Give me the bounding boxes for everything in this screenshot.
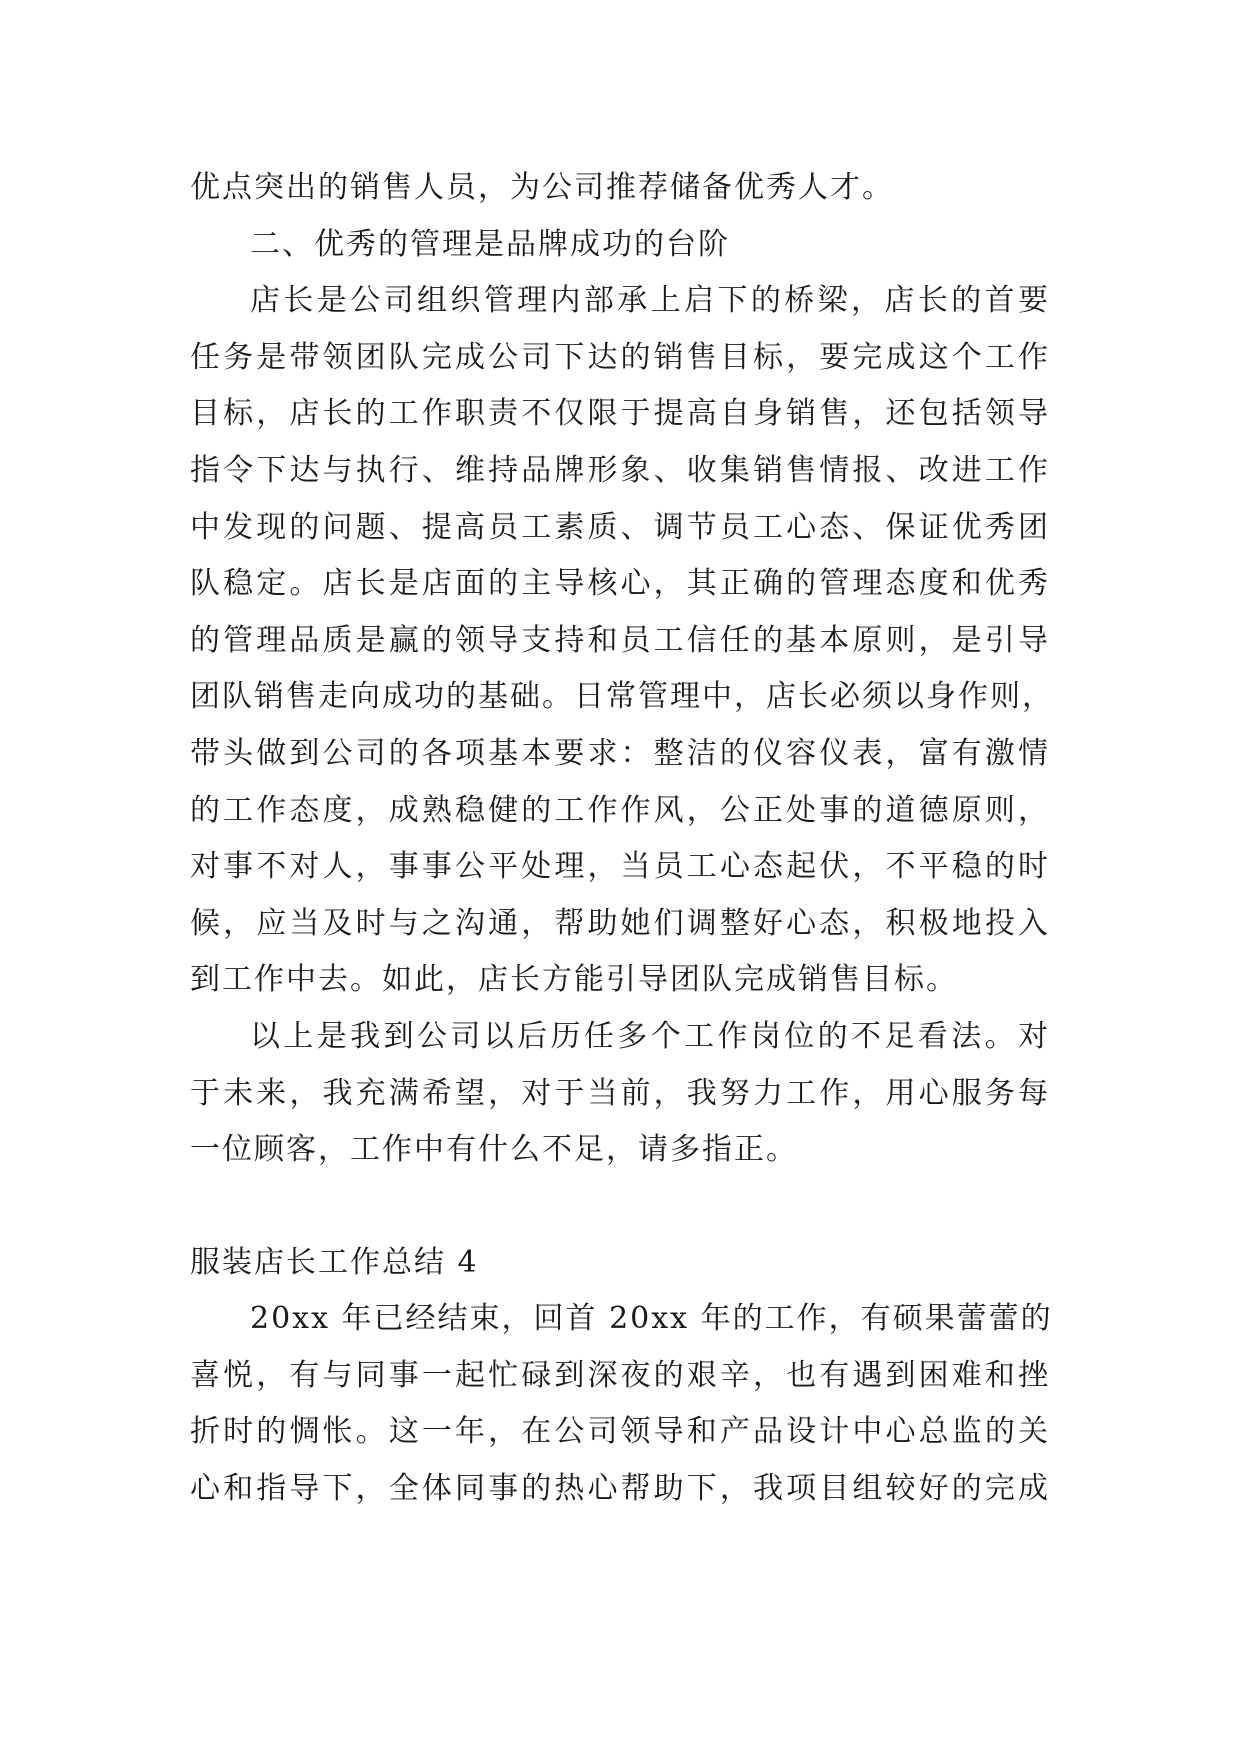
text-line: 对事不对人，事事公平处理，当员工心态起伏，不平稳的时 <box>190 849 1050 885</box>
text-line: 的管理品质是赢的领导支持和员工信任的基本原则，是引导 <box>190 622 1050 658</box>
text-line: 折时的惆怅。这一年，在公司领导和产品设计中心总监的关 <box>190 1414 1050 1450</box>
text-line: 一位顾客，工作中有什么不足，请多指正。 <box>190 1132 798 1168</box>
text-line: 于未来，我充满希望，对于当前，我努力工作，用心服务每 <box>190 1075 1050 1111</box>
section-heading: 二、优秀的管理是品牌成功的台阶 <box>250 226 730 262</box>
paragraph-3 <box>190 1291 1053 1517</box>
document-page <box>190 160 1054 1518</box>
text-line: 20xx 年已经结束，回首 20xx 年的工作，有硕果蕾蕾的 <box>250 1301 1053 1337</box>
text-line: 优点突出的销售人员，为公司推荐储备优秀人才。 <box>190 170 894 205</box>
spacer <box>190 1179 1050 1235</box>
text-line: 到工作中去。如此，店长方能引导团队完成销售目标。 <box>190 962 958 998</box>
text-line: 店长是公司组织管理内部承上启下的桥梁，店长的首要 <box>250 283 1050 319</box>
paragraph-1 <box>190 273 1054 1009</box>
text-line: 队稳定。店长是店面的主导核心，其正确的管理态度和优秀 <box>190 566 1050 602</box>
document-title: 服装店长工作总结 4 <box>190 1244 479 1280</box>
text-line: 带头做到公司的各项基本要求：整洁的仪容仪表，富有激情 <box>190 735 1050 771</box>
text-line: 候，应当及时与之沟通，帮助她们调整好心态，积极地投入 <box>190 905 1050 941</box>
text-line: 目标，店长的工作职责不仅限于提高自身销售，还包括领导 <box>190 396 1050 432</box>
text-line: 的工作态度，成熟稳健的工作作风，公正处事的道德原则， <box>190 792 1050 828</box>
text-line: 喜悦，有与同事一起忙碌到深夜的艰辛，也有遇到困难和挫 <box>190 1357 1050 1393</box>
text-line: 任务是带领团队完成公司下达的销售目标，要完成这个工作 <box>190 339 1050 375</box>
text-line: 以上是我到公司以后历任多个工作岗位的不足看法。对 <box>250 1018 1050 1054</box>
text-line: 中发现的问题、提高员工素质、调节员工心态、保证优秀团 <box>190 509 1050 545</box>
text-line: 心和指导下，全体同事的热心帮助下，我项目组较好的完成 <box>190 1471 1050 1507</box>
text-line: 指令下达与执行、维持品牌形象、收集销售情报、改进工作 <box>190 452 1050 488</box>
text-line: 团队销售走向成功的基础。日常管理中，店长必须以身作则， <box>190 679 1054 715</box>
paragraph-2 <box>190 1009 1050 1179</box>
